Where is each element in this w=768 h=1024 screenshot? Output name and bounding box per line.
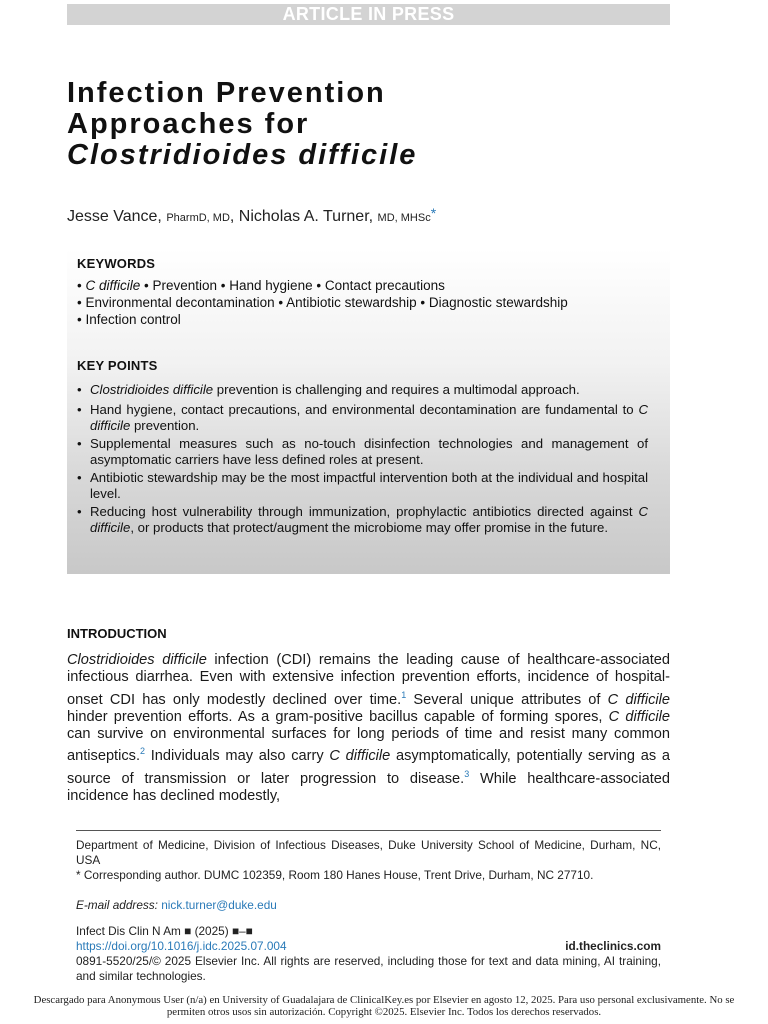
body-italic: Clostridioides difficile: [67, 652, 207, 668]
author-2-name: Nicholas A. Turner,: [238, 208, 374, 225]
body-text-run: Several unique attributes of: [406, 691, 608, 708]
affiliation-note: Department of Medicine, Division of Infectious Diseases, Duke University School of Medicine, Durham, NC, USA: [76, 838, 661, 867]
key-point-italic: Clostridioides difficile: [90, 382, 214, 397]
key-point-text: Reducing host vulnerability through immunization, prophylactic antibiotics directed against: [90, 504, 639, 519]
title-line-2: Approaches for: [67, 108, 310, 140]
keyword: Environmental decontamination: [85, 295, 275, 310]
keyword: Hand hygiene: [229, 278, 313, 293]
title-line-3: Clostridioides difficile: [67, 139, 418, 171]
article-title: [67, 78, 687, 171]
email-link[interactable]: nick.turner@duke.edu: [161, 898, 277, 912]
keyword-bullet: •: [77, 278, 86, 293]
key-point-item: [77, 504, 648, 536]
keyword-bullet: •: [140, 278, 153, 293]
key-point-item: [77, 436, 648, 468]
author-1-name: Jesse Vance,: [67, 208, 162, 225]
body-text-run: can survive on environmental surfaces for long periods of time and resist many common antiseptics.: [67, 726, 670, 765]
keywords-heading: KEYWORDS: [77, 256, 156, 271]
keyword: Contact precautions: [324, 278, 445, 293]
keyword: Infection control: [85, 312, 181, 327]
email-line: [76, 898, 661, 913]
author-separator: ,: [229, 208, 235, 225]
author-2-degrees: MD, MHSc: [377, 212, 431, 224]
article-in-press-banner: ARTICLE IN PRESS: [67, 4, 670, 25]
body-text-run: While healthcare-associated incidence has declined modestly,: [67, 770, 670, 804]
keyword-bullet: •: [77, 295, 86, 310]
keywords-line: [77, 277, 445, 294]
key-points-heading: KEY POINTS: [77, 358, 158, 373]
body-text-run: infection (CDI) remains the leading cause of healthcare-associated infectious diarrhea. Even with extensive infection prevention efforts, incidence of hospital-onset CDI has only modestly declined over time.: [67, 652, 670, 708]
footnote-divider: [76, 830, 661, 831]
journal-site-link[interactable]: id.theclinics.com: [565, 939, 661, 953]
journal-citation: Infect Dis Clin N Am ■ (2025) ■–■: [76, 924, 253, 938]
reference-link-1[interactable]: 1: [401, 689, 407, 700]
keyword: C difficile: [85, 278, 141, 293]
doi-line: [76, 939, 661, 954]
body-italic: C difficile: [329, 748, 391, 765]
keywords-line: [77, 311, 181, 328]
introduction-paragraph: [67, 652, 670, 805]
body-text-run: Individuals may also carry: [145, 748, 330, 765]
corresponding-author-link[interactable]: *: [430, 205, 437, 221]
keyword-bullet: •: [312, 278, 325, 293]
author-list: [67, 205, 436, 226]
body-text-run: asymptomatically, potentially serving as a source of transmission or later progression to disease.: [67, 748, 671, 787]
key-point-text: Antibiotic stewardship may be the most impactful intervention both at the individual and hospital level.: [90, 470, 648, 501]
keyword-bullet: •: [77, 312, 86, 327]
key-point-text: prevention is challenging and requires a multimodal approach.: [213, 382, 580, 397]
keyword: Prevention: [152, 278, 218, 293]
key-point-item: [77, 470, 648, 502]
download-notice: Descargado para Anonymous User (n/a) en University of Guadalajara de ClinicalKey.es por Elsevier en agosto 12, 2025. Para uso personal exclusivamente. No se permiten otros usos sin autorización. Copyright ©2025. Elsevier Inc. Todos los derechos reservados.: [33, 994, 735, 1018]
key-point-item: [77, 402, 648, 434]
key-points-list: [77, 382, 648, 538]
reference-link-3[interactable]: 3: [464, 768, 470, 779]
introduction-heading: INTRODUCTION: [67, 626, 167, 641]
corresponding-author-note: * Corresponding author. DUMC 102359, Room 180 Hanes House, Trent Drive, Durham, NC 27710.: [76, 868, 594, 882]
doi-link[interactable]: https://doi.org/10.1016/j.idc.2025.07.004: [76, 939, 287, 953]
keyword-bullet: •: [416, 295, 429, 310]
body-italic: C difficile: [607, 691, 671, 708]
author-1-degrees: PharmD, MD: [166, 212, 230, 224]
keywords-line: [77, 294, 568, 311]
key-point-italic: C difficile: [90, 504, 648, 535]
key-point-text: Hand hygiene, contact precautions, and environmental decontamination are fundamental to: [90, 402, 639, 417]
reference-link-2[interactable]: 2: [140, 746, 146, 757]
body-italic: C difficile: [608, 708, 671, 725]
key-point-text: , or products that protect/augment the microbiome may offer promise in the future.: [130, 520, 608, 535]
keyword: Diagnostic stewardship: [428, 295, 568, 310]
copyright-note: 0891-5520/25/© 2025 Elsevier Inc. All rights are reserved, including those for text and data mining, AI training, and similar technologies.: [76, 954, 661, 983]
title-line-1: Infection Prevention: [67, 77, 386, 109]
body-text-run: hinder prevention efforts. As a gram-positive bacillus capable of forming spores,: [67, 708, 609, 725]
email-label: E-mail address:: [76, 898, 158, 912]
keyword-bullet: •: [217, 278, 230, 293]
key-point-item: [77, 382, 648, 398]
key-point-text: prevention.: [130, 418, 200, 433]
key-point-text: Supplemental measures such as no-touch disinfection technologies and management of asymptomatic carriers have less defined roles at present.: [90, 436, 648, 467]
key-point-italic: C difficile: [90, 402, 648, 433]
keyword: Antibiotic stewardship: [286, 295, 417, 310]
keyword-bullet: •: [274, 295, 287, 310]
keywords-keypoints-box: [67, 248, 670, 574]
